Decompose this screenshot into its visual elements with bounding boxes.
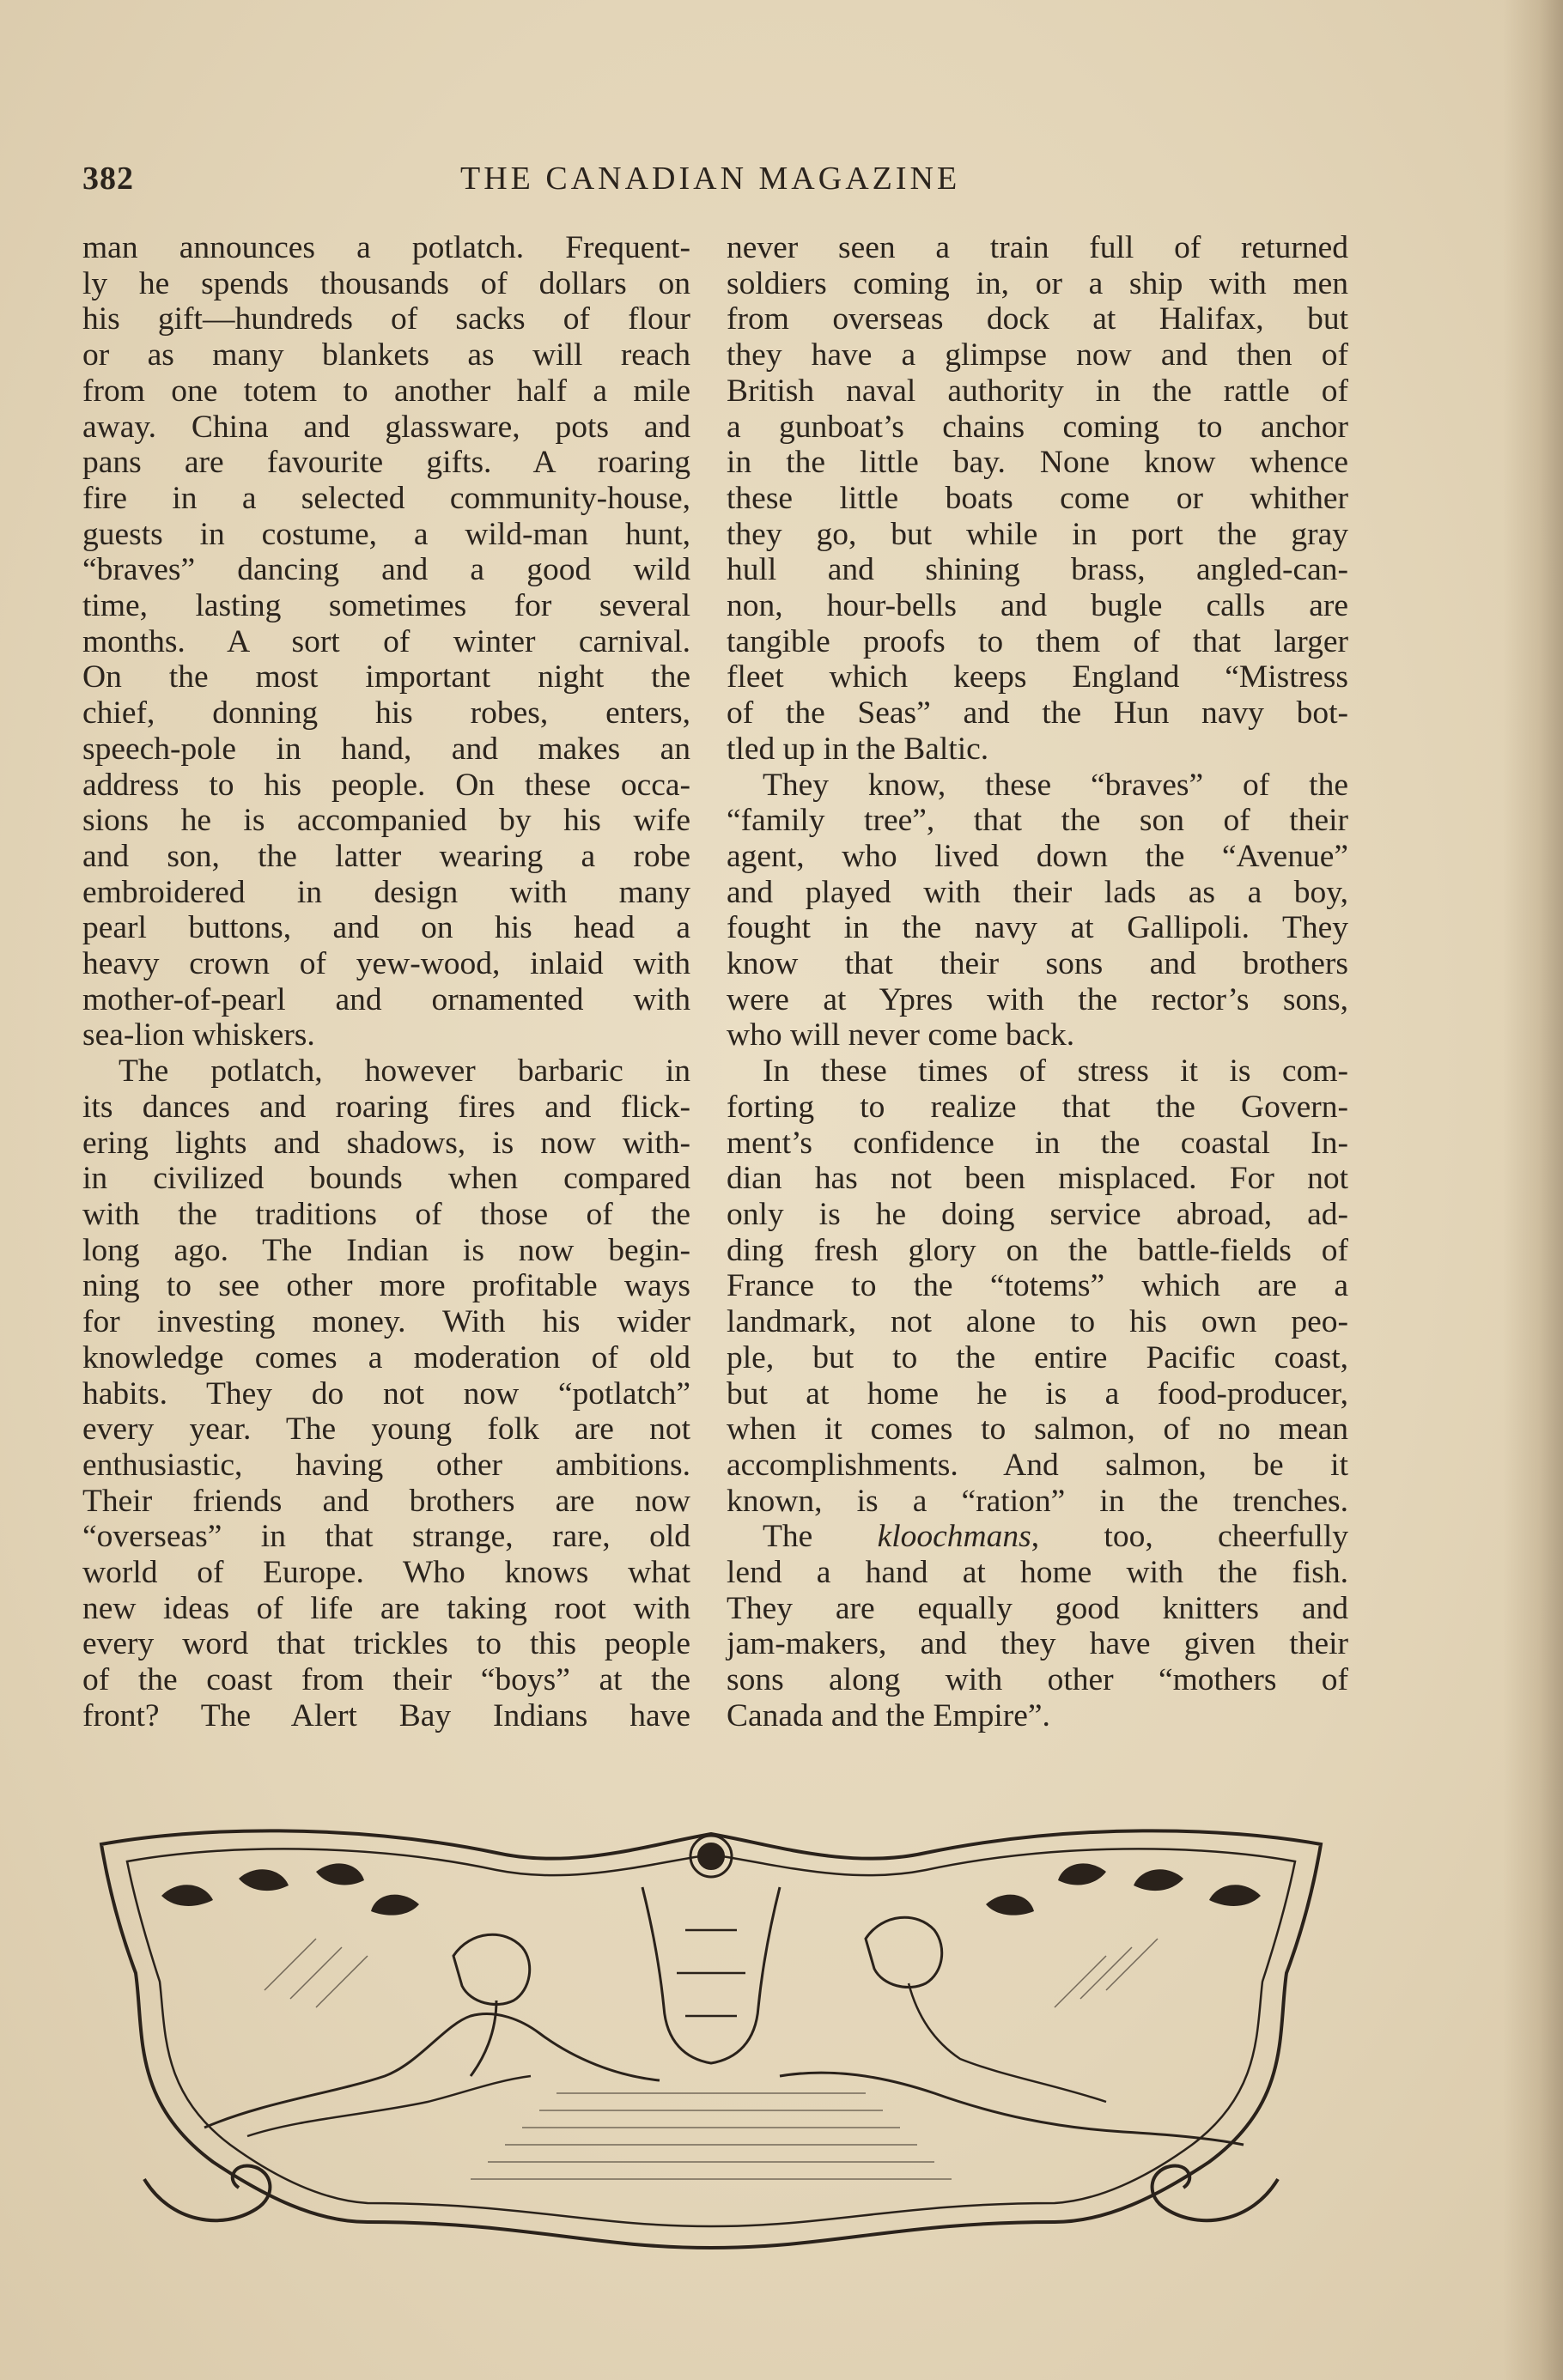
text-line: soldiers coming in, or a ship with men bbox=[727, 265, 1348, 301]
text-line: a gunboat’s chains coming to anchor bbox=[727, 409, 1348, 445]
text-line: when it comes to salmon, of no mean bbox=[727, 1412, 1348, 1448]
text-line: On the most important night the bbox=[82, 659, 690, 695]
text-line: every word that trickles to this people bbox=[82, 1626, 690, 1662]
text-line: agent, who lived down the “Avenue” bbox=[727, 838, 1348, 874]
text-line: front? The Alert Bay Indians have bbox=[82, 1697, 690, 1733]
text-line: In these times of stress it is com- bbox=[763, 1053, 1348, 1090]
page-number: 382 bbox=[82, 161, 134, 197]
frame-outer bbox=[101, 1831, 1321, 2248]
text-line: they have a glimpse now and then of bbox=[727, 337, 1348, 373]
text-line: jam-makers, and they have given their bbox=[727, 1626, 1348, 1662]
text-line: known, is a “ration” in the trenches. bbox=[727, 1483, 1348, 1519]
text-line: speech-pole in hand, and makes an bbox=[82, 731, 690, 767]
text-line: who will never come back. bbox=[727, 1017, 1075, 1053]
text-line: these little boats come or whither bbox=[727, 480, 1348, 516]
text-line: away. China and glassware, pots and bbox=[82, 409, 690, 445]
text-line: guests in costume, a wild-man hunt, bbox=[82, 516, 690, 552]
text-line: only is he doing service abroad, ad- bbox=[727, 1196, 1348, 1232]
text-line: ple, but to the entire Pacific coast, bbox=[727, 1339, 1348, 1375]
hatching-texture bbox=[265, 1939, 1158, 2179]
text-line: tangible proofs to them of that larger bbox=[727, 623, 1348, 659]
text-line: his gift—hundreds of sacks of flour bbox=[82, 301, 690, 337]
text-line: lend a hand at home with the fish. bbox=[727, 1555, 1348, 1591]
left-scroll bbox=[144, 2165, 270, 2220]
text-line: long ago. The Indian is now begin- bbox=[82, 1232, 690, 1268]
text-line: ment’s confidence in the coastal In- bbox=[727, 1125, 1348, 1161]
text-line: heavy crown of yew-wood, inlaid with bbox=[82, 946, 690, 982]
text-line: of the Seas” and the Hun navy bot- bbox=[727, 695, 1348, 732]
text-line: in civilized bounds when compared bbox=[82, 1161, 690, 1197]
running-title: THE CANADIAN MAGAZINE bbox=[460, 161, 961, 197]
text-line: accomplishments. And salmon, be it bbox=[727, 1447, 1348, 1483]
text-line: non, hour-bells and bugle calls are bbox=[727, 588, 1348, 624]
art-nouveau-tailpiece-illustration bbox=[93, 1818, 1329, 2265]
text-line: Canada and the Empire”. bbox=[727, 1697, 1050, 1733]
text-line: for investing money. With his wider bbox=[82, 1304, 690, 1340]
page-header bbox=[82, 155, 1319, 206]
text-line: ly he spends thousands of dollars on bbox=[82, 265, 690, 301]
text-line: knowledge comes a moderation of old bbox=[82, 1339, 690, 1375]
text-line: its dances and roaring fires and flick- bbox=[82, 1089, 690, 1125]
right-figure-outline bbox=[780, 2073, 1244, 2145]
text-line: and played with their lads as a boy, bbox=[727, 874, 1348, 910]
central-totem-figure bbox=[642, 1887, 780, 2063]
text-line: pans are favourite gifts. A roaring bbox=[82, 445, 690, 481]
text-line: never seen a train full of returned bbox=[727, 230, 1348, 265]
text-line: but at home he is a food-producer, bbox=[727, 1375, 1348, 1412]
text-line: sea-lion whiskers. bbox=[82, 1017, 315, 1053]
text-line: or as many blankets as will reach bbox=[82, 337, 690, 373]
text-line: in the little bay. None know whence bbox=[727, 445, 1348, 481]
text-line: enthusiastic, having other ambitions. bbox=[82, 1447, 690, 1483]
page-spine-shadow bbox=[1503, 0, 1563, 2380]
text-fragment: , too, cheerfully bbox=[1031, 1519, 1348, 1555]
text-line: from one totem to another half a mile bbox=[82, 373, 690, 409]
text-line: every year. The young folk are not bbox=[82, 1412, 690, 1448]
text-line: world of Europe. Who knows what bbox=[82, 1555, 690, 1591]
text-line: fought in the navy at Gallipoli. They bbox=[727, 910, 1348, 946]
text-line: sons along with other “mothers of bbox=[727, 1662, 1348, 1698]
text-line: man announces a potlatch. Frequent- bbox=[82, 230, 690, 265]
frame-center-boss bbox=[699, 1844, 723, 1868]
text-line: forting to realize that the Govern- bbox=[727, 1089, 1348, 1125]
foliage-decoration bbox=[161, 1863, 1261, 1915]
text-line: “braves” dancing and a good wild bbox=[82, 552, 690, 588]
text-line: know that their sons and brothers bbox=[727, 946, 1348, 982]
text-line bbox=[727, 1519, 1348, 1555]
text-line: from overseas dock at Halifax, but bbox=[727, 301, 1348, 337]
text-line: they go, but while in port the gray bbox=[727, 516, 1348, 552]
text-line: ding fresh glory on the battle-fields of bbox=[727, 1232, 1348, 1268]
text-line: dian has not been misplaced. For not bbox=[727, 1161, 1348, 1197]
italic-word: kloochmans bbox=[877, 1519, 1031, 1555]
text-line: British naval authority in the rattle of bbox=[727, 373, 1348, 409]
text-line: Their friends and brothers are now bbox=[82, 1483, 690, 1519]
text-line: They know, these “braves” of the bbox=[763, 767, 1348, 803]
text-line: pearl buttons, and on his head a bbox=[82, 910, 690, 946]
text-line: of the coast from their “boys” at the bbox=[82, 1662, 690, 1698]
text-line: new ideas of life are taking root with bbox=[82, 1590, 690, 1626]
text-line: The potlatch, however barbaric in bbox=[119, 1053, 690, 1090]
text-line: landmark, not alone to his own peo- bbox=[727, 1304, 1348, 1340]
text-line: chief, donning his robes, enters, bbox=[82, 695, 690, 732]
text-line: They are equally good knitters and bbox=[727, 1590, 1348, 1626]
text-line: and son, the latter wearing a robe bbox=[82, 838, 690, 874]
left-text-column bbox=[82, 230, 690, 1734]
text-line: embroidered in design with many bbox=[82, 874, 690, 910]
text-line: address to his people. On these occa- bbox=[82, 767, 690, 803]
text-line: sions he is accompanied by his wife bbox=[82, 803, 690, 839]
text-line: hull and shining brass, angled-can- bbox=[727, 552, 1348, 588]
text-line: time, lasting sometimes for several bbox=[82, 588, 690, 624]
text-line: months. A sort of winter carnival. bbox=[82, 623, 690, 659]
right-scroll bbox=[1152, 2165, 1278, 2220]
text-line: mother-of-pearl and ornamented with bbox=[82, 981, 690, 1017]
right-text-column bbox=[727, 230, 1348, 1734]
text-line: “family tree”, that the son of their bbox=[727, 803, 1348, 839]
text-line: fire in a selected community-house, bbox=[82, 480, 690, 516]
text-line: ning to see other more profitable ways bbox=[82, 1268, 690, 1304]
text-line: habits. They do not now “potlatch” bbox=[82, 1375, 690, 1412]
text-fragment: The bbox=[763, 1519, 878, 1555]
text-line: France to the “totems” which are a bbox=[727, 1268, 1348, 1304]
frame-inner bbox=[127, 1849, 1295, 2226]
text-line: ering lights and shadows, is now with- bbox=[82, 1125, 690, 1161]
text-line: with the traditions of those of the bbox=[82, 1196, 690, 1232]
text-line: tled up in the Baltic. bbox=[727, 731, 989, 767]
text-line: were at Ypres with the rector’s sons, bbox=[727, 981, 1348, 1017]
text-line: “overseas” in that strange, rare, old bbox=[82, 1519, 690, 1555]
text-line: fleet which keeps England “Mistress bbox=[727, 659, 1348, 695]
